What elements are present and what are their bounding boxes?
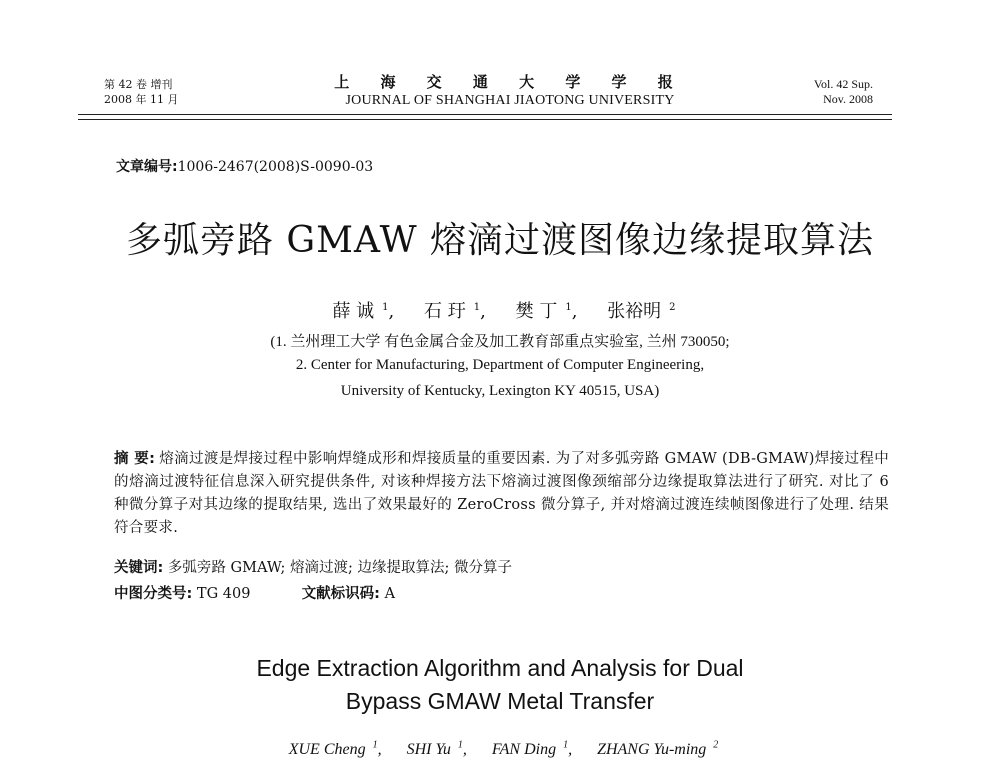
journal-volume-en bbox=[814, 77, 873, 107]
affiliation-line: University of Kentucky, Lexington KY 40515, USA) bbox=[340, 383, 660, 399]
doc-code-label: 文献标识码: bbox=[301, 586, 380, 602]
affiliation-line: 2. Center for Manufacturing, Department of Computer Engineering, bbox=[295, 357, 705, 373]
author-en: FAN Ding $^1$, bbox=[491, 739, 573, 758]
date-en: Nov. 2008 bbox=[823, 92, 873, 106]
paper-title-en-line2: Bypass GMAW Metal Transfer bbox=[345, 688, 655, 714]
paper-title-en bbox=[0, 652, 1000, 718]
author-en: ZHANG Yu-ming $^2$ bbox=[597, 739, 719, 758]
author-en: SHI Yu $^1$, bbox=[406, 739, 467, 758]
journal-title bbox=[300, 73, 720, 109]
classification-label: 中图分类号: bbox=[114, 586, 193, 602]
author-list-cn bbox=[0, 297, 1000, 323]
volume-en: Vol. 42 Sup. bbox=[813, 77, 873, 91]
author-cn: 樊 丁 $^1$, bbox=[515, 301, 578, 322]
author-cn: 张裕明 $^2$ bbox=[607, 301, 676, 322]
keywords-value: 多弧旁路 GMAW; 熔滴过渡; 边缘提取算法; 微分算子 bbox=[167, 560, 512, 576]
header-rule-thin bbox=[78, 119, 892, 120]
journal-volume-cn bbox=[104, 77, 178, 107]
date-cn: 2008 年 11 月 bbox=[104, 93, 179, 106]
classification-value: TG 409 bbox=[196, 586, 251, 602]
paper-title-cn: 多弧旁路 GMAW 熔滴过渡图像边缘提取算法 bbox=[125, 220, 875, 261]
journal-title-cn: 上 海 交 通 大 学 学 报 bbox=[334, 73, 686, 91]
affiliation-line: (1. 兰州理工大学 有色金属合金及加工教育部重点实验室, 兰州 730050; bbox=[270, 334, 730, 350]
article-number bbox=[116, 156, 373, 176]
abstract-label: 摘 要: bbox=[114, 451, 156, 467]
article-number-value: 1006-2467(2008)S-0090-03 bbox=[177, 159, 374, 175]
author-cn: 石 玗 $^1$, bbox=[424, 301, 486, 322]
author-en: XUE Cheng $^1$, bbox=[288, 739, 382, 758]
volume-cn: 第 42 卷 增刊 bbox=[104, 78, 173, 91]
author-cn: 薛 诚 $^1$, bbox=[332, 301, 395, 322]
classification-line bbox=[114, 582, 395, 603]
journal-title-en: JOURNAL OF SHANGHAI JIAOTONG UNIVERSITY bbox=[345, 93, 675, 108]
abstract bbox=[114, 448, 889, 540]
paper-title-en-line1: Edge Extraction Algorithm and Analysis for Dual bbox=[256, 655, 744, 681]
author-list-en bbox=[0, 741, 1000, 759]
keywords bbox=[114, 556, 512, 577]
abstract-text: 熔滴过渡是焊接过程中影响焊缝成形和焊接质量的重要因素. 为了对多弧旁路 GMAW (DB-GMAW)焊接过程中的熔滴过渡特征信息深入研究提供条件, 对该种焊接方法下熔滴过渡图像颈缩部分边缘提取算法进行了研究. 对比了 6 种微分算子对其边缘的提取结果, 选出了效果最好的 ZeroCross 微分算子, 并对熔滴过渡连续帧图像进行了处理. 结果符合要求. bbox=[114, 451, 889, 536]
article-number-label: 文章编号: bbox=[116, 159, 178, 175]
doc-code-value: A bbox=[384, 586, 396, 602]
keywords-label: 关键词: bbox=[114, 560, 164, 576]
header-rule-thick bbox=[78, 114, 892, 115]
